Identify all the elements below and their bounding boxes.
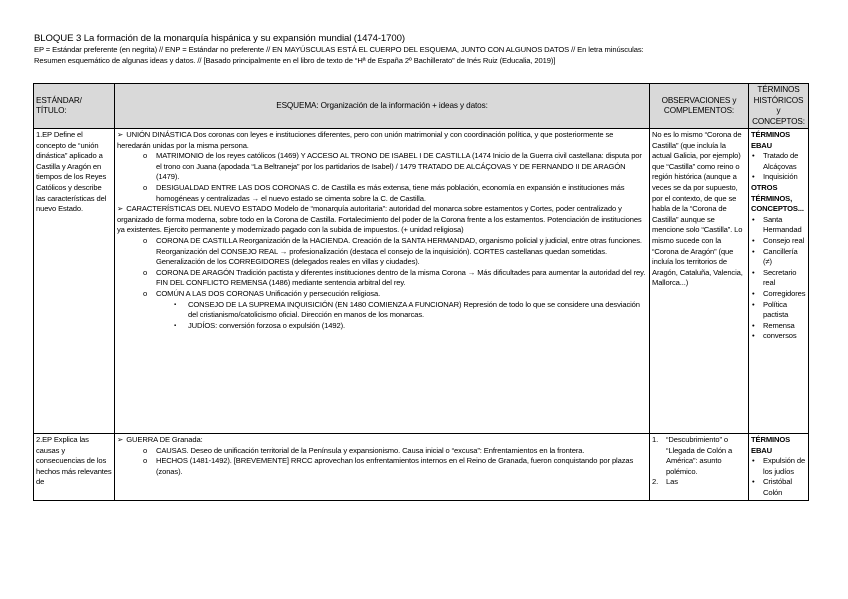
term-item bbox=[751, 268, 806, 289]
observation-text: “Descubrimiento” o “Llegada de Colón a América”: asunto polémico. bbox=[666, 435, 733, 476]
dot-bullet-icon: • bbox=[752, 172, 755, 182]
observation-number: 2. bbox=[652, 477, 659, 487]
scheme-item-text: GUERRA DE Granada: bbox=[126, 435, 203, 444]
scheme-item-text: MATRIMONIO de los reyes católicos (1469) Y ACCESO AL TRONO DE ISABEL I DE CASTILLA (1474 Inicio de la Guerra civil castellana: disputa por el trono con Juana (apodada “La Beltraneja” por los partidarios de Isabel) / 1479 TRATADO DE ALCÁÇOVAS Y DE FERNANDO II DE ARAGÓN (1479). bbox=[156, 151, 642, 182]
scheme-item bbox=[117, 151, 647, 183]
circle-bullet-icon: o bbox=[143, 445, 148, 455]
term-item bbox=[751, 289, 806, 300]
legend-line-1: EP = Estándar preferente (en negrita) // ENP = Estándar no preferente // EN MAYÚSCULAS ESTÁ EL CUERPO DEL ESQUEMA, JUNTO CON ALGUNOS DATOS // En letra minúsculas: bbox=[34, 45, 644, 54]
scheme-item-text: UNIÓN DINÁSTICA Dos coronas con leyes e instituciones diferentes, pero con unión matrimonial y con coordinación política, y que posteriormente se heredarán unidas por la misma persona. bbox=[117, 130, 614, 150]
term-item bbox=[751, 300, 806, 321]
term-item bbox=[751, 456, 806, 477]
standard-cell: 1.EP Define el concepto de “unión dinástica” aplicado a Castilla y Aragón en tiempos de los Reyes Católicos y describe las características del nuevo Estado. bbox=[34, 129, 115, 434]
square-bullet-icon: ▪ bbox=[174, 301, 177, 308]
term-text: Cristóbal Colón bbox=[763, 477, 792, 497]
terms-cell bbox=[749, 434, 809, 501]
scheme-cell bbox=[115, 129, 650, 434]
circle-bullet-icon: o bbox=[143, 151, 148, 161]
term-text: Consejo real bbox=[763, 235, 805, 245]
observation-item bbox=[652, 477, 746, 488]
scheme-list bbox=[117, 435, 647, 477]
dot-bullet-icon: • bbox=[752, 477, 755, 487]
term-text: Política pactista bbox=[763, 299, 789, 320]
scheme-item bbox=[117, 456, 647, 477]
scheme-cell bbox=[115, 434, 650, 501]
observation-text: Las bbox=[666, 477, 678, 487]
term-item bbox=[751, 172, 806, 183]
dot-bullet-icon: • bbox=[752, 246, 755, 256]
standard-cell: 2.EP Explica las causas y consecuencias de los hechos más relevantes de bbox=[34, 434, 115, 501]
dot-bullet-icon: • bbox=[752, 288, 755, 298]
arrow-bullet-icon: ➢ bbox=[117, 435, 124, 444]
header-terms: TÉRMINOS HISTÓRICOS y CONCEPTOS: bbox=[749, 84, 809, 129]
scheme-item-text: CONSEJO DE LA SUPREMA INQUISICIÓN (EN 1480 COMIENZA A FUNCIONAR) Represión de todo lo que se considere una desviación del cristianismo/catolicismo oficial. Dirección en manos de los monarcas. bbox=[188, 299, 640, 320]
header-standard: ESTÁNDAR/ TÍTULO: bbox=[34, 84, 115, 129]
terms-cell bbox=[749, 129, 809, 434]
scheme-item bbox=[117, 130, 647, 151]
scheme-item bbox=[117, 321, 647, 332]
scheme-table bbox=[33, 83, 809, 501]
terms-list-ebau bbox=[751, 456, 806, 498]
scheme-item bbox=[117, 204, 647, 236]
terms-heading-ebau: TÉRMINOS EBAU bbox=[751, 130, 791, 150]
header-observations: OBSERVACIONES y COMPLEMENTOS: bbox=[650, 84, 749, 129]
header-scheme: ESQUEMA: Organización de la información + ideas y datos: bbox=[115, 84, 650, 129]
terms-list-ebau bbox=[751, 151, 806, 183]
scheme-item-text: CORONA DE ARAGÓN Tradición pactista y diferentes instituciones dentro de la misma Corona → Más dificultades para aumentar la autoridad del rey. FIN DEL CONFLICTO REMENSA (1486) mediante sentencia arbitral del rey. bbox=[156, 267, 646, 288]
scheme-item-text: JUDÍOS: conversión forzosa o expulsión (1492). bbox=[188, 320, 345, 330]
scheme-list bbox=[117, 130, 647, 331]
terms-heading-ebau: TÉRMINOS EBAU bbox=[751, 435, 791, 455]
dot-bullet-icon: • bbox=[752, 456, 755, 466]
scheme-item bbox=[117, 435, 647, 446]
term-item bbox=[751, 321, 806, 332]
arrow-bullet-icon: ➢ bbox=[117, 204, 124, 214]
term-item bbox=[751, 331, 806, 342]
dot-bullet-icon: • bbox=[752, 299, 755, 309]
table-header-row bbox=[34, 84, 809, 129]
circle-bullet-icon: o bbox=[143, 288, 148, 298]
scheme-item-text: HECHOS (1481-1492). [BREVEMENTE] RRCC aprovechan los enfrentamientos internos en el Reino de Granada, fueron conquistando por plazas (zonas). bbox=[156, 456, 634, 476]
dot-bullet-icon: • bbox=[752, 331, 755, 341]
term-text: Secretario real bbox=[763, 267, 797, 288]
arrow-bullet-icon: ➢ bbox=[117, 130, 124, 139]
scheme-item bbox=[117, 446, 647, 457]
circle-bullet-icon: o bbox=[143, 182, 148, 192]
scheme-item-text: CORONA DE CASTILLA Reorganización de la HACIENDA. Creación de la SANTA HERMANDAD, organismo policial y judicial, entre otras funciones. Reorganización del CONSEJO REAL → profesionalización (destaca el consejo de la inquisición). CORTES castellanas quedan sometidas. Generalización de los CORREGIDORES (delegados reales en villas y ciudades). bbox=[156, 235, 642, 267]
term-text: Corregidores bbox=[763, 288, 806, 298]
scheme-item bbox=[117, 268, 647, 289]
block-title: BLOQUE 3 La formación de la monarquía hispánica y su expansión mundial (1474-1700) bbox=[34, 33, 405, 44]
dot-bullet-icon: • bbox=[752, 235, 755, 245]
observations-cell: No es lo mismo “Corona de Castilla” (que incluía la actual Galicia, por ejemplo) que “Castilla” como reino o región histórica (aunque a veces se da por supuesto, por el contexto, de que se habla de la “Corona de Castilla” aunque se mencione solo “Castilla”. Lo mismo sucede con la “Corona de Aragón” (que incluía los territorios de Aragón, Cataluña, Valencia, Mallorca...) bbox=[650, 129, 749, 434]
square-bullet-icon: ▪ bbox=[174, 322, 177, 329]
legend-line-2: Resumen esquemático de algunas ideas y datos. // [Basado principalmente en el libro de texto de “Hª de España 2º Bachillerato” de Inés Ruiz (Educalia, 2019)] bbox=[34, 55, 556, 65]
term-text: Remensa bbox=[763, 320, 795, 330]
term-text: Inquisición bbox=[763, 172, 798, 182]
terms-list-other bbox=[751, 215, 806, 342]
term-item bbox=[751, 247, 806, 268]
dot-bullet-icon: • bbox=[752, 267, 755, 277]
table-row bbox=[34, 434, 809, 501]
circle-bullet-icon: o bbox=[143, 456, 148, 466]
circle-bullet-icon: o bbox=[143, 267, 148, 277]
term-text: Cancillería (≠) bbox=[763, 246, 798, 267]
scheme-item bbox=[117, 300, 647, 321]
scheme-item-text: CARACTERÍSTICAS DEL NUEVO ESTADO Modelo de “monarquía autoritaria”: autoridad del monarca sobre estamentos y Cortes, poder centralizado y organizado de forma moderna, sobre todo en la Corona de Castilla. Fortalecimiento del poder de la Corona frente a los estamentos. Potenciación de instituciones ya existentes. Ejercito permanente y modernizado pagado con la subida de impuestos. (+ unidad religiosa) bbox=[117, 204, 642, 235]
document-header bbox=[34, 33, 814, 66]
dot-bullet-icon: • bbox=[752, 320, 755, 330]
dot-bullet-icon: • bbox=[752, 214, 755, 224]
term-item bbox=[751, 151, 806, 172]
circle-bullet-icon: o bbox=[143, 235, 148, 245]
term-item bbox=[751, 215, 806, 236]
observation-number: 1. bbox=[652, 435, 659, 444]
dot-bullet-icon: • bbox=[752, 151, 755, 161]
table-row bbox=[34, 129, 809, 434]
term-text: Expulsión de los judíos bbox=[763, 456, 806, 476]
observation-item bbox=[652, 435, 746, 477]
scheme-item-text: DESIGUALDAD ENTRE LAS DOS CORONAS C. de Castilla es más extensa, tiene más población, economía en expansión e instituciones más homogéneas y centralizadas → el nuevo estado se cimenta sobre la C. de Castilla. bbox=[156, 182, 625, 203]
scheme-item-text: CAUSAS. Deseo de unificación territorial de la Península y expansionismo. Causa inicial o “excusa”: Enfrentamientos en la frontera. bbox=[156, 445, 585, 455]
term-text: Santa Hermandad bbox=[763, 214, 802, 235]
terms-heading-other: OTROS TÉRMINOS, CONCEPTOS... bbox=[751, 182, 804, 214]
scheme-item-text: COMÚN A LAS DOS CORONAS Unificación y persecución religiosa. bbox=[156, 288, 381, 298]
term-item bbox=[751, 477, 806, 498]
scheme-item bbox=[117, 183, 647, 204]
observations-list bbox=[652, 435, 746, 488]
scheme-item bbox=[117, 236, 647, 268]
term-text: Tratado de Alcáçovas bbox=[763, 151, 799, 171]
term-text: conversos bbox=[763, 331, 797, 341]
scheme-item bbox=[117, 289, 647, 300]
term-item bbox=[751, 236, 806, 247]
observations-cell bbox=[650, 434, 749, 501]
